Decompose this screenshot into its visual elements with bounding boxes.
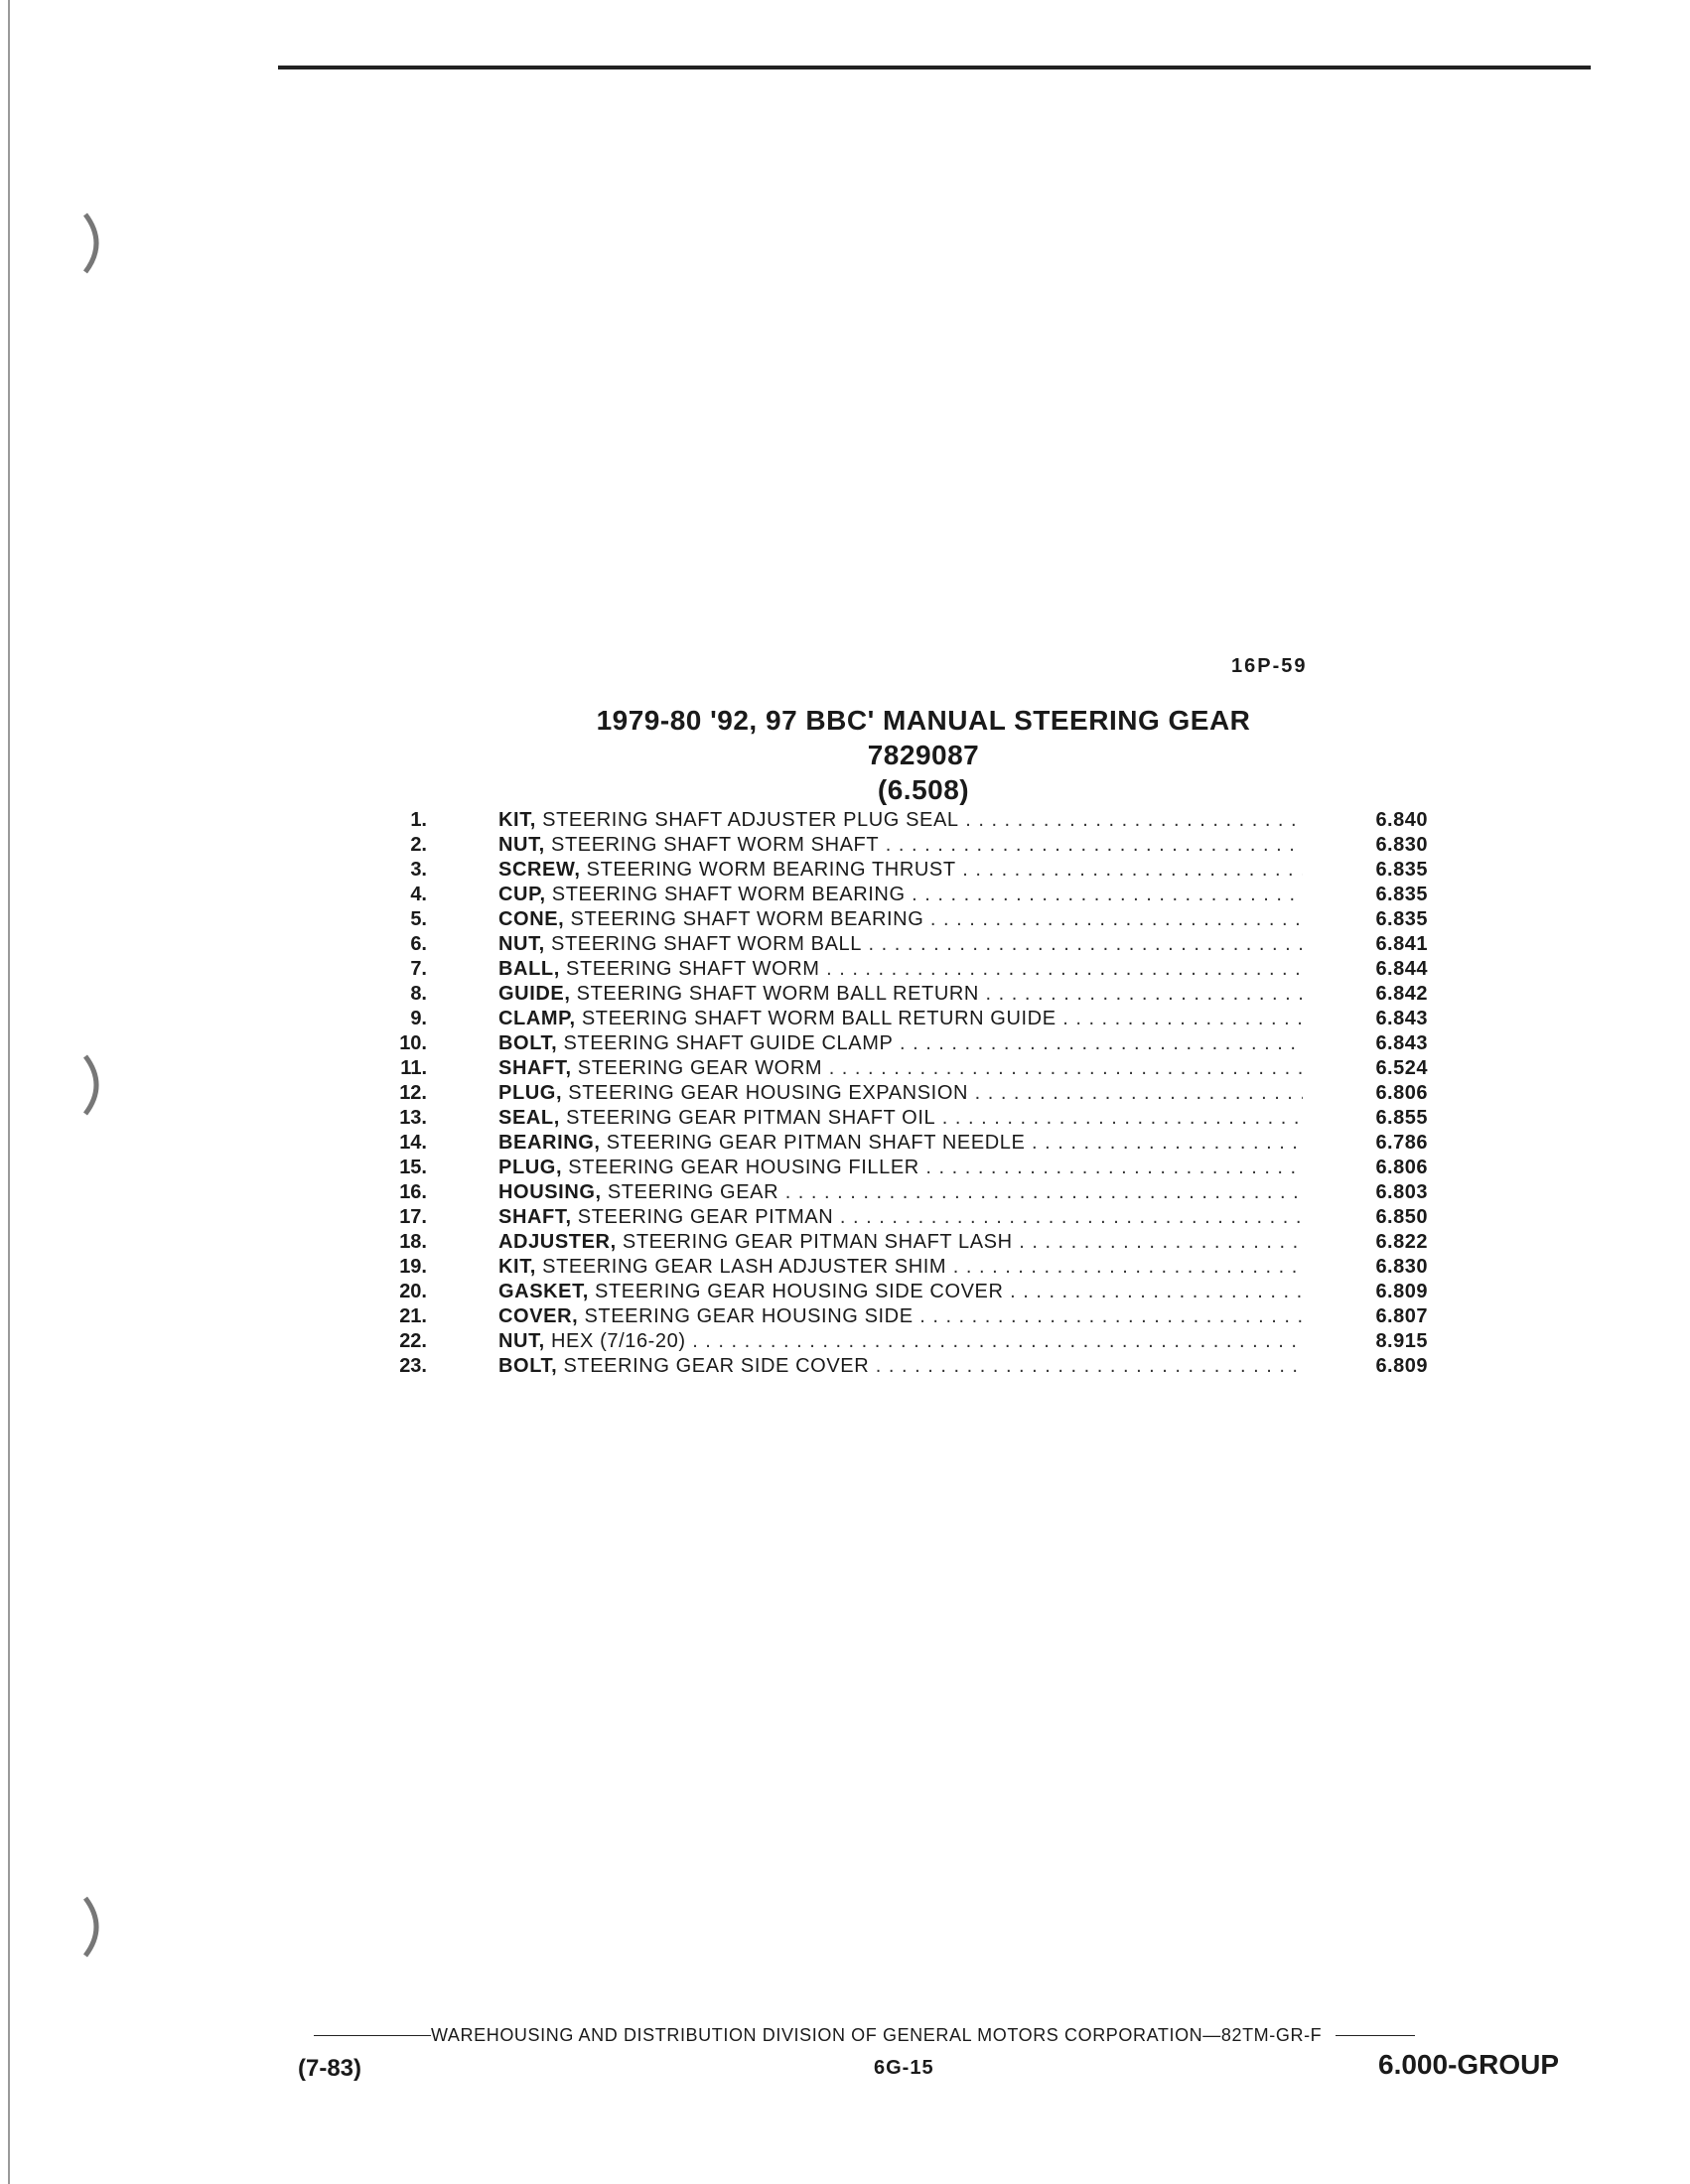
part-keyword: PLUG, [498, 1157, 563, 1178]
title-line-1: 1979-80 '92, 97 BBC' MANUAL STEERING GEAR [596, 705, 1251, 736]
part-description-rest: STEERING SHAFT GUIDE CLAMP [557, 1032, 894, 1054]
part-row [377, 1205, 1440, 1230]
top-rule [278, 66, 1591, 69]
part-row [377, 982, 1440, 1007]
part-number: 14. [399, 1132, 427, 1154]
part-description-rest: STEERING GEAR HOUSING FILLER [562, 1157, 919, 1178]
part-group-number: 6.835 [1375, 859, 1428, 881]
part-number: 13. [399, 1107, 427, 1129]
part-group-number: 6.786 [1375, 1132, 1428, 1154]
part-description [498, 907, 1303, 932]
part-group-number: 6.830 [1375, 834, 1428, 856]
part-number: 22. [399, 1330, 427, 1352]
part-keyword: KIT, [498, 1256, 536, 1278]
title-part-number: 7829087 [867, 740, 980, 770]
part-group-number: 6.843 [1375, 1008, 1428, 1029]
part-group-number: 6.835 [1375, 884, 1428, 905]
part-keyword: BALL, [498, 958, 560, 980]
part-keyword: CUP, [498, 884, 546, 905]
part-description [498, 1304, 1303, 1329]
part-keyword: NUT, [498, 933, 545, 955]
part-number: 8. [410, 983, 427, 1005]
part-description-rest: STEERING GEAR SIDE COVER [557, 1355, 870, 1377]
part-group-number: 6.809 [1375, 1355, 1428, 1377]
part-description [498, 1131, 1303, 1156]
part-description [498, 1031, 1303, 1056]
part-group-number: 6.806 [1375, 1082, 1428, 1104]
part-description [498, 1081, 1303, 1106]
part-row [377, 907, 1440, 932]
part-description [498, 1255, 1303, 1280]
part-description [498, 1280, 1303, 1304]
part-keyword: CLAMP, [498, 1008, 576, 1029]
part-keyword: SEAL, [498, 1107, 560, 1129]
part-keyword: GASKET, [498, 1281, 589, 1302]
title-group-number: (6.508) [877, 774, 970, 805]
part-number: 1. [410, 809, 427, 831]
part-description-rest: STEERING GEAR [601, 1181, 779, 1203]
part-number: 6. [410, 933, 427, 955]
part-description [498, 1056, 1303, 1081]
part-description-rest: STEERING GEAR HOUSING EXPANSION [562, 1082, 969, 1104]
part-number: 20. [399, 1281, 427, 1302]
footer-rule-right [1336, 2035, 1415, 2036]
part-number: 23. [399, 1355, 427, 1377]
part-number: 3. [410, 859, 427, 881]
part-description-rest: STEERING GEAR HOUSING SIDE [578, 1305, 914, 1327]
part-row [377, 808, 1440, 833]
part-description-rest: STEERING SHAFT WORM BALL RETURN [570, 983, 979, 1005]
part-group-number: 6.806 [1375, 1157, 1428, 1178]
part-group-number: 6.855 [1375, 1107, 1428, 1129]
part-description-rest: STEERING GEAR PITMAN SHAFT LASH [616, 1231, 1013, 1253]
part-keyword: NUT, [498, 834, 545, 856]
punch-hole-middle [56, 1050, 115, 1120]
part-group-number: 8.915 [1375, 1330, 1428, 1352]
part-row [377, 1007, 1440, 1031]
part-description-rest: STEERING SHAFT WORM BEARING [545, 884, 906, 905]
part-row [377, 1131, 1440, 1156]
part-keyword: BEARING, [498, 1132, 601, 1154]
binding-edge [8, 0, 10, 2184]
part-keyword: KIT, [498, 809, 536, 831]
part-row [377, 1255, 1440, 1280]
parts-list [377, 808, 1440, 1379]
part-group-number: 6.844 [1375, 958, 1428, 980]
part-number: 4. [410, 884, 427, 905]
part-number: 9. [410, 1008, 427, 1029]
part-group-number: 6.841 [1375, 933, 1428, 955]
part-description [498, 808, 1303, 833]
part-row [377, 1329, 1440, 1354]
part-row [377, 957, 1440, 982]
part-row [377, 1230, 1440, 1255]
part-description [498, 1156, 1303, 1180]
part-group-number: 6.842 [1375, 983, 1428, 1005]
part-keyword: SCREW, [498, 859, 581, 881]
part-description [498, 1205, 1303, 1230]
part-keyword: COVER, [498, 1305, 579, 1327]
part-keyword: BOLT, [498, 1355, 558, 1377]
part-group-number: 6.807 [1375, 1305, 1428, 1327]
part-description-rest: STEERING SHAFT WORM SHAFT [544, 834, 880, 856]
part-description [498, 982, 1303, 1007]
part-description [498, 1329, 1303, 1354]
part-row [377, 1031, 1440, 1056]
part-description [498, 1007, 1303, 1031]
part-group-number: 6.850 [1375, 1206, 1428, 1228]
part-keyword: SHAFT, [498, 1057, 572, 1079]
part-keyword: HOUSING, [498, 1181, 602, 1203]
part-description-rest: STEERING SHAFT WORM BEARING [564, 908, 924, 930]
title-block [377, 703, 1470, 807]
part-keyword: GUIDE, [498, 983, 571, 1005]
part-number: 11. [400, 1057, 427, 1079]
part-keyword: NUT, [498, 1330, 545, 1352]
part-number: 7. [410, 958, 427, 980]
footer-page-number: 6G-15 [874, 2057, 934, 2079]
part-row [377, 1180, 1440, 1205]
part-group-number: 6.809 [1375, 1281, 1428, 1302]
part-number: 15. [399, 1157, 427, 1178]
footer-division-line [314, 2025, 1559, 2046]
part-row [377, 1056, 1440, 1081]
part-group-number: 6.835 [1375, 908, 1428, 930]
part-description-rest: STEERING WORM BEARING THRUST [580, 859, 956, 881]
part-description [498, 1106, 1303, 1131]
part-number: 5. [410, 908, 427, 930]
part-number: 10. [399, 1032, 427, 1054]
footer-rule-left [314, 2035, 431, 2036]
part-number: 12. [399, 1082, 427, 1104]
part-row [377, 858, 1440, 883]
punch-hole-top [56, 208, 115, 278]
part-row [377, 883, 1440, 907]
part-keyword: PLUG, [498, 1082, 563, 1104]
part-description [498, 883, 1303, 907]
part-row [377, 932, 1440, 957]
part-description-rest: STEERING GEAR PITMAN SHAFT NEEDLE [600, 1132, 1026, 1154]
part-description-rest: STEERING SHAFT WORM BALL [544, 933, 862, 955]
part-row [377, 1354, 1440, 1379]
page-code: 16P-59 [1231, 655, 1308, 677]
part-row [377, 1156, 1440, 1180]
part-group-number: 6.840 [1375, 809, 1428, 831]
part-number: 16. [399, 1181, 427, 1203]
part-group-number: 6.803 [1375, 1181, 1428, 1203]
part-number: 2. [410, 834, 427, 856]
part-group-number: 6.843 [1375, 1032, 1428, 1054]
part-keyword: SHAFT, [498, 1206, 572, 1228]
part-description [498, 1230, 1303, 1255]
part-description [498, 1354, 1303, 1379]
part-description [498, 932, 1303, 957]
part-number: 17. [399, 1206, 427, 1228]
part-description [498, 858, 1303, 883]
part-group-number: 6.524 [1375, 1057, 1428, 1079]
part-keyword: ADJUSTER, [498, 1231, 617, 1253]
part-description [498, 833, 1303, 858]
part-group-number: 6.830 [1375, 1256, 1428, 1278]
punch-hole-bottom [56, 1892, 115, 1962]
part-description [498, 1180, 1303, 1205]
part-description-rest: STEERING SHAFT WORM BALL RETURN GUIDE [575, 1008, 1056, 1029]
part-description-rest: STEERING GEAR LASH ADJUSTER SHIM [535, 1256, 947, 1278]
part-description-rest: HEX (7/16-20) [544, 1330, 686, 1352]
footer-division-text: WAREHOUSING AND DISTRIBUTION DIVISION OF GENERAL MOTORS CORPORATION—82TM-GR-F [431, 2025, 1323, 2045]
part-row [377, 1280, 1440, 1304]
footer-group: 6.000-GROUP [1378, 2049, 1560, 2080]
part-description-rest: STEERING GEAR PITMAN SHAFT OIL [559, 1107, 936, 1129]
part-row [377, 1304, 1440, 1329]
footer-date: (7-83) [298, 2055, 362, 2082]
part-description-rest: STEERING GEAR HOUSING SIDE COVER [588, 1281, 1004, 1302]
part-row [377, 1106, 1440, 1131]
part-row [377, 1081, 1440, 1106]
part-description [498, 957, 1303, 982]
part-description-rest: STEERING GEAR PITMAN [571, 1206, 834, 1228]
part-number: 18. [399, 1231, 427, 1253]
part-number: 19. [399, 1256, 427, 1278]
part-group-number: 6.822 [1375, 1231, 1428, 1253]
part-number: 21. [399, 1305, 427, 1327]
part-description-rest: STEERING SHAFT ADJUSTER PLUG SEAL [535, 809, 959, 831]
part-keyword: BOLT, [498, 1032, 558, 1054]
part-description-rest: STEERING GEAR WORM [571, 1057, 823, 1079]
part-row [377, 833, 1440, 858]
part-description-rest: STEERING SHAFT WORM [559, 958, 820, 980]
part-keyword: CONE, [498, 908, 565, 930]
